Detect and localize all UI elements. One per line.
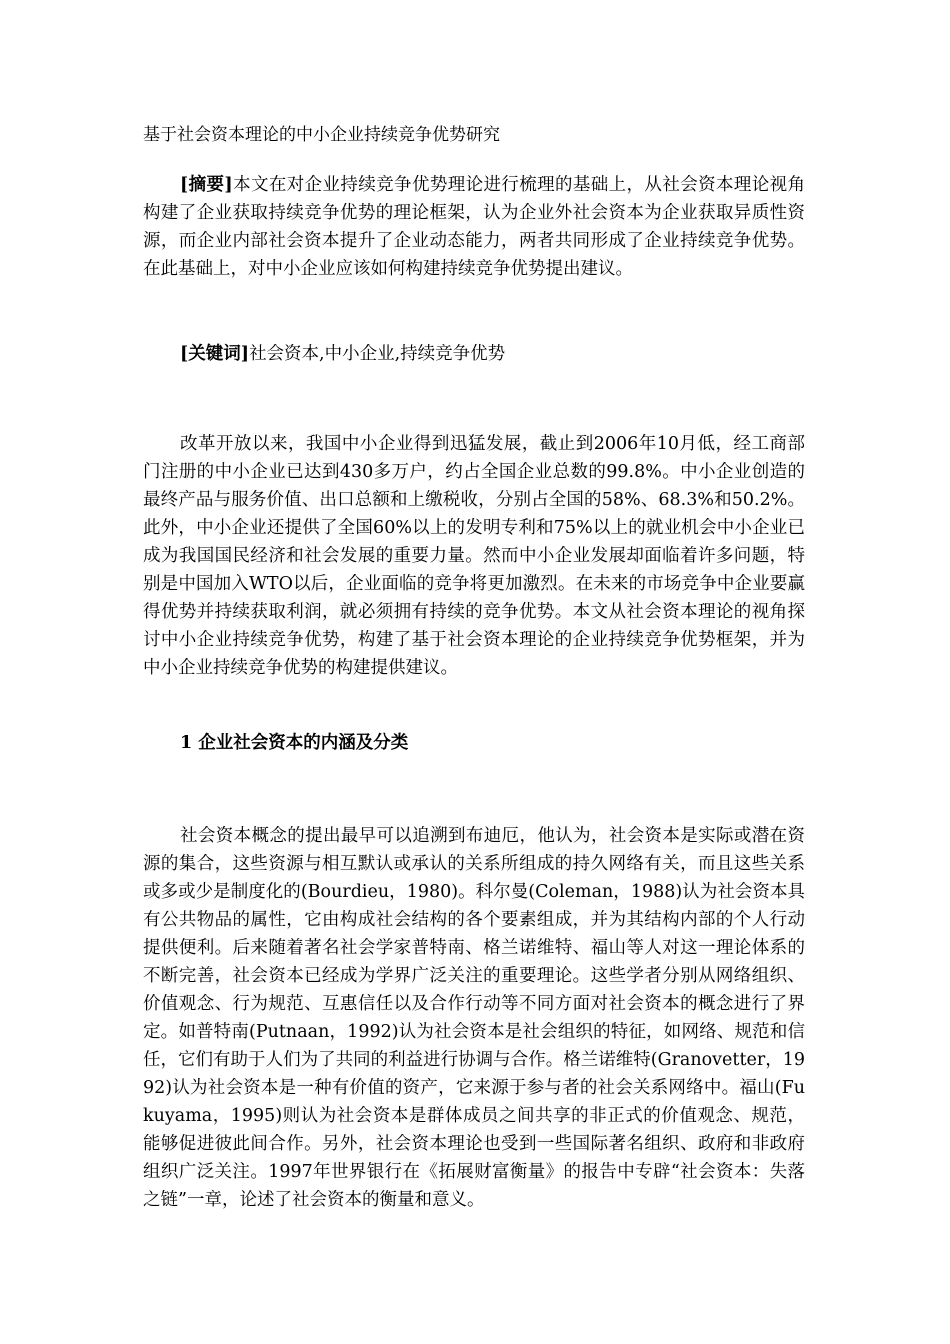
keywords-text: 社会资本,中小企业,持续竞争优势 — [249, 344, 506, 364]
section-body-paragraph: 社会资本概念的提出最早可以追溯到布迪厄，他认为，社会资本是实际或潜在资源的集合，这些资源与相互默认或承认的关系所组成的持久网络有关，而且这些关系或多或少是制度化的(Bourdieu，1980)。科尔曼(Coleman，1988)认为社会资本具有公共物品的属性，它由构成社会结构的各个要素组成，并为其结构内部的个人行动提供便利。后来随着著名社会学家普特南、格兰诺维特、福山等人对这一理论体系的不断完善，社会资本已经成为学界广泛关注的重要理论。这些学者分别从网络组织、价值观念、行为规范、互惠信任以及合作行动等不同方面对社会资本的概念进行了界定。如普特南(Putnaan，1992)认为社会资本是社会组织的特征，如网络、规范和信任，它们有助于人们为了共同的利益进行协调与合作。格兰诺维特(Granovetter，1992)认为社会资本是一种有价值的资产，它来源于参与者的社会关系网络中。福山(Fukuyama，1995)则认为社会资本是群体成员之间共享的非正式的价值观念、规范，能够促进彼此间合作。另外，社会资本理论也受到一些国际著名组织、政府和非政府组织广泛关注。1997年世界银行在《拓展财富衡量》的报告中专辟“社会资本：失落之链”一章，论述了社会资本的衡量和意义。 — [143, 826, 805, 1210]
intro-paragraph: 改革开放以来，我国中小企业得到迅猛发展，截止到2006年10月低，经工商部门注册的中小企业已达到430多万户，约占全国企业总数的99.8%。中小企业创造的最终产品与服务价值、出口总额和上缴税收，分别占全国的58%、68.3%和50.2%。此外，中小企业还提供了全国60%以上的发明专利和75%以上的就业机会中小企业已成为我国国民经济和社会发展的重要力量。然而中小企业发展却面临着许多问题，特别是中国加入WTO以后，企业面临的竞争将更加激烈。在未来的市场竞争中企业要赢得优势并持续获取利润，就必须拥有持续的竞争优势。本文从社会资本理论的视角探讨中小企业持续竞争优势，构建了基于社会资本理论的企业持续竞争优势框架，并为中小企业持续竞争优势的构建提供建议。 — [143, 434, 805, 678]
abstract-label: [摘要] — [180, 175, 233, 195]
keywords-paragraph — [143, 340, 805, 368]
section-heading: 1 企业社会资本的内涵及分类 — [180, 733, 409, 753]
keywords-label: [关键词] — [180, 344, 250, 364]
abstract-text: 本文在对企业持续竞争优势理论进行梳理的基础上，从社会资本理论视角构建了企业获取持续竞争优势的理论框架，认为企业外社会资本为企业获取异质性资源，而企业内部社会资本提升了企业动态能力，两者共同形成了企业持续竞争优势。在此基础上，对中小企业应该如何构建持续竞争优势提出建议。 — [143, 175, 806, 279]
abstract-paragraph — [143, 171, 805, 283]
document-title: 基于社会资本理论的中小企业持续竞争优势研究 — [143, 125, 500, 145]
